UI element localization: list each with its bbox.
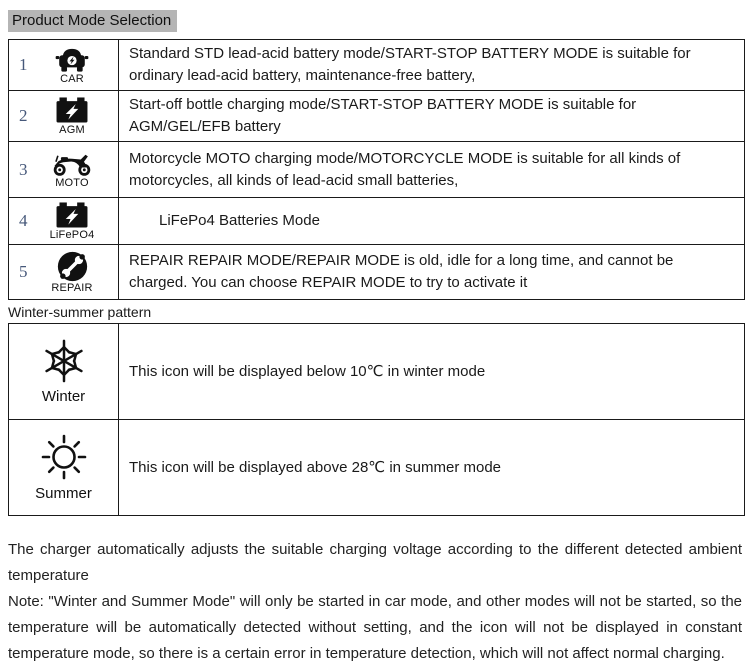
footer-paragraphs [8, 537, 742, 667]
page-title: Product Mode Selection [8, 10, 177, 32]
row-number: 3 [19, 159, 28, 179]
lifepo4-battery-icon [55, 201, 89, 229]
repair-icon [57, 251, 88, 282]
mode-icon-label: REPAIR [51, 281, 93, 294]
table-row [9, 40, 745, 91]
season-icon-label: Summer [35, 485, 92, 502]
table-row [9, 142, 745, 198]
table-row [9, 91, 745, 142]
table-row [9, 324, 745, 420]
table-row [9, 245, 745, 300]
season-description: This icon will be displayed below 10℃ in winter mode [119, 324, 745, 420]
auto-adjust-paragraph: The charger automatically adjusts the suitable charging voltage according to the different detected ambient temperature [8, 541, 742, 584]
mode-description: LiFePo4 Batteries Mode [119, 198, 745, 245]
table-row [9, 420, 745, 516]
season-icon-label: Winter [41, 388, 86, 405]
mode-description: REPAIR REPAIR MODE/REPAIR MODE is old, idle for a long time, and cannot be charged. You can choose REPAIR MODE to try to activate it [119, 245, 745, 300]
motorcycle-icon [51, 150, 93, 177]
mode-icon-label: CAR [60, 72, 84, 85]
season-description: This icon will be displayed above 28℃ in summer mode [119, 420, 745, 516]
agm-battery-icon [55, 96, 89, 124]
car-icon [54, 46, 90, 73]
product-mode-table [8, 39, 745, 300]
row-number: 4 [19, 211, 28, 230]
row-number: 5 [19, 262, 28, 281]
row-number: 2 [19, 106, 28, 125]
mode-description: Motorcycle MOTO charging mode/MOTORCYCLE MODE is suitable for all kinds of motorcycles, all kinds of lead-acid small batteries, [119, 142, 745, 198]
mode-icon-label: LiFePO4 [49, 229, 95, 241]
mode-icon-label: AGM [59, 124, 85, 136]
snowflake-icon [41, 338, 87, 384]
table-row [9, 198, 745, 245]
season-section-title: Winter-summer pattern [8, 304, 152, 320]
sun-icon [40, 433, 88, 481]
mode-description: Standard STD lead-acid battery mode/START-STOP BATTERY MODE is suitable for ordinary lead-acid battery, maintenance-free battery, [119, 40, 745, 91]
row-number: 1 [19, 55, 28, 74]
mode-description: Start-off bottle charging mode/START-STOP BATTERY MODE is suitable for AGM/GEL/EFB battery [119, 91, 745, 142]
mode-icon-label: MOTO [55, 177, 89, 189]
winter-summer-table [8, 323, 745, 516]
note-paragraph: Note: "Winter and Summer Mode" will only be started in car mode, and other modes will not be started, so the temperature will be automatically detected without setting, and the icon will not be displayed in constant temperature mode, so there is a certain error in temperature detection, which will not affect normal charging. [8, 593, 742, 662]
